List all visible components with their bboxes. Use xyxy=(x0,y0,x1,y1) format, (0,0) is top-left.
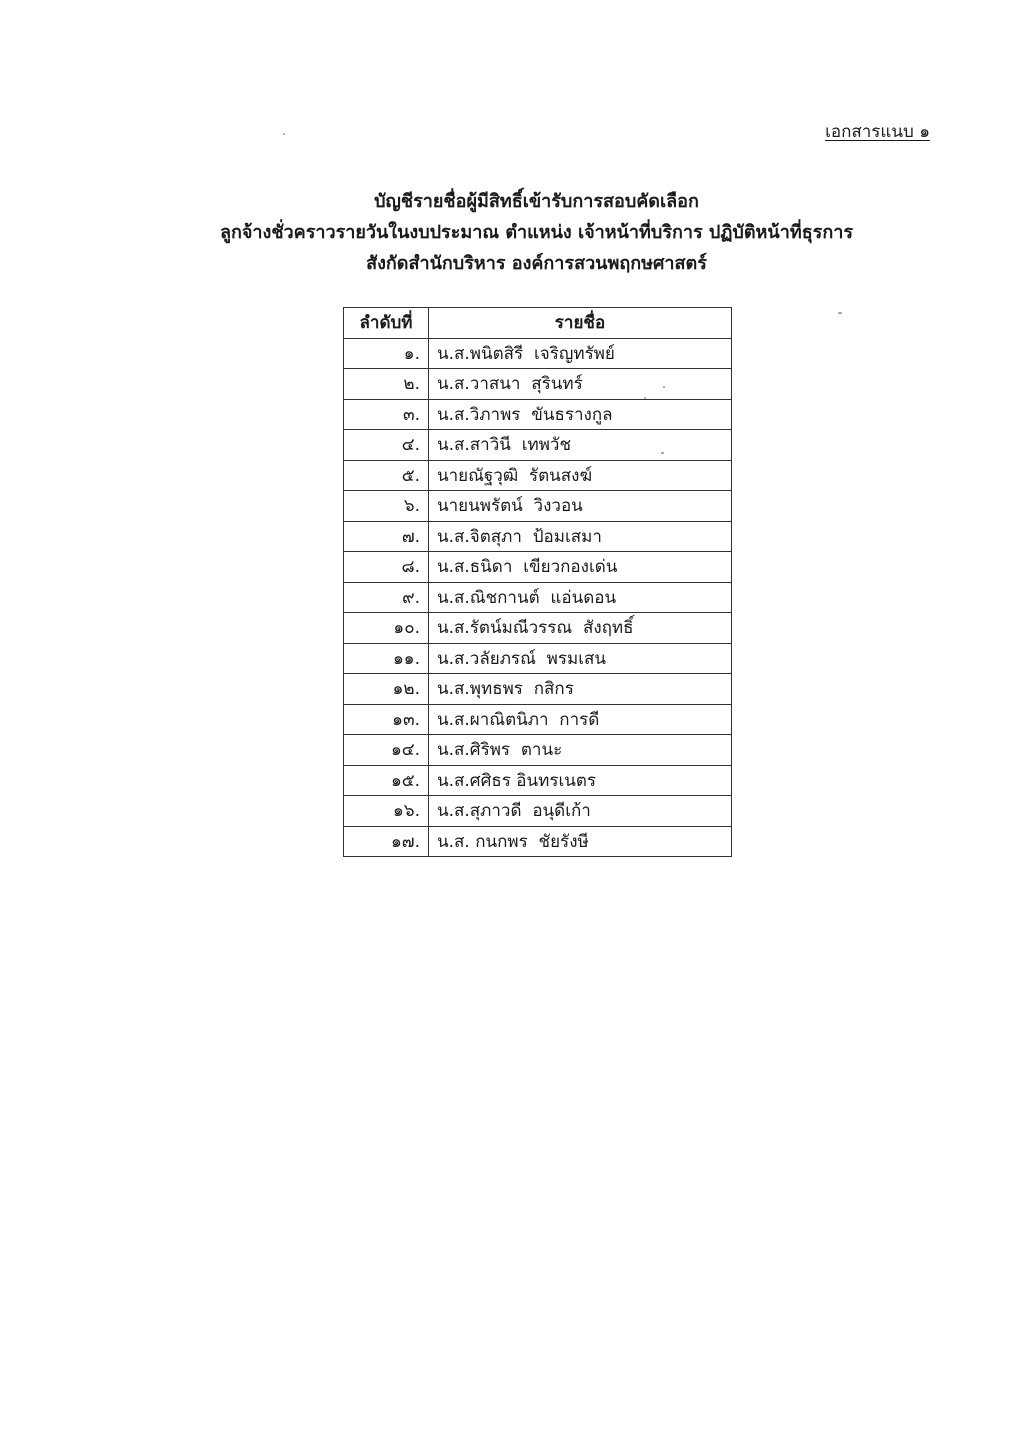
table-row xyxy=(344,735,732,766)
row-number: ๒. xyxy=(344,369,429,400)
row-name: นายณัฐวุฒิ รัตนสงฆ์ xyxy=(429,460,732,491)
row-name: น.ส.วาสนา สุรินทร์ xyxy=(429,369,732,400)
row-number: ๙. xyxy=(344,582,429,613)
row-number: ๘. xyxy=(344,552,429,583)
row-name: น.ส.จิตสุภา ป้อมเสมา xyxy=(429,521,732,552)
table-row xyxy=(344,491,732,522)
row-name: น.ส.สาวินี เทพวัช xyxy=(429,430,732,461)
table-row xyxy=(344,430,732,461)
header-number: ลำดับที่ xyxy=(344,308,429,339)
table-row xyxy=(344,704,732,735)
row-number: ๕. xyxy=(344,460,429,491)
row-number: ๑๗. xyxy=(344,826,429,857)
table-row xyxy=(344,765,732,796)
table-row xyxy=(344,643,732,674)
attachment-label: เอกสารแนบ ๑ xyxy=(825,122,930,142)
table-row xyxy=(344,613,732,644)
row-number: ๗. xyxy=(344,521,429,552)
candidate-table xyxy=(343,307,732,857)
table-row xyxy=(344,369,732,400)
row-name: น.ส. กนกพร ชัยรังษี xyxy=(429,826,732,857)
table-row xyxy=(344,796,732,827)
table-row xyxy=(344,674,732,705)
title-line-1: บัญชีรายชื่อผู้มีสิทธิ์เข้ารับการสอบคัดเลือก xyxy=(374,191,699,212)
row-number: ๓. xyxy=(344,399,429,430)
row-number: ๑๖. xyxy=(344,796,429,827)
row-name: นายนพรัตน์ วิงวอน xyxy=(429,491,732,522)
table-row xyxy=(344,338,732,369)
table-row xyxy=(344,582,732,613)
table-row xyxy=(344,460,732,491)
row-name: น.ส.ศิริพร ตานะ xyxy=(429,735,732,766)
row-number: ๑๑. xyxy=(344,643,429,674)
row-number: ๑. xyxy=(344,338,429,369)
row-name: น.ส.พนิตสิรี เจริญทรัพย์ xyxy=(429,338,732,369)
row-name: น.ส.วิภาพร ขันธรางกูล xyxy=(429,399,732,430)
row-name: น.ส.รัตน์มณีวรรณ สังฤทธิ์ xyxy=(429,613,732,644)
table-header-row xyxy=(344,308,732,339)
row-name: น.ส.พุทธพร กสิกร xyxy=(429,674,732,705)
scan-speck xyxy=(644,397,646,399)
document-title xyxy=(0,186,1013,279)
scan-speck xyxy=(663,386,665,388)
row-number: ๖. xyxy=(344,491,429,522)
row-number: ๑๔. xyxy=(344,735,429,766)
row-name: น.ส.วลัยภรณ์ พรมเสน xyxy=(429,643,732,674)
row-number: ๑๓. xyxy=(344,704,429,735)
table-row xyxy=(344,399,732,430)
title-line-3: สังกัดสำนักบริหาร องค์การสวนพฤกษศาสตร์ xyxy=(366,253,707,274)
table-row xyxy=(344,826,732,857)
table-row xyxy=(344,552,732,583)
row-number: ๑๒. xyxy=(344,674,429,705)
row-name: น.ส.ธนิดา เขียวกองเด่น xyxy=(429,552,732,583)
row-number: ๑๕. xyxy=(344,765,429,796)
row-number: ๔. xyxy=(344,430,429,461)
row-name: น.ส.ผาณิตนิภา การดี xyxy=(429,704,732,735)
table-row xyxy=(344,521,732,552)
header-name: รายชื่อ xyxy=(429,308,732,339)
row-name: น.ส.ณิชกานต์ แอ่นดอน xyxy=(429,582,732,613)
title-line-2: ลูกจ้างชั่วคราวรายวันในงบประมาณ ตำแหน่ง เจ้าหน้าที่บริการ ปฏิบัติหน้าที่ธุรการ xyxy=(219,222,854,243)
row-name: น.ส.ศศิธร อินทรเนตร xyxy=(429,765,732,796)
row-name: น.ส.สุภาวดี อนุดีเก้า xyxy=(429,796,732,827)
scan-speck xyxy=(283,133,285,135)
scan-speck xyxy=(838,312,842,314)
row-number: ๑๐. xyxy=(344,613,429,644)
scan-speck xyxy=(661,452,664,454)
